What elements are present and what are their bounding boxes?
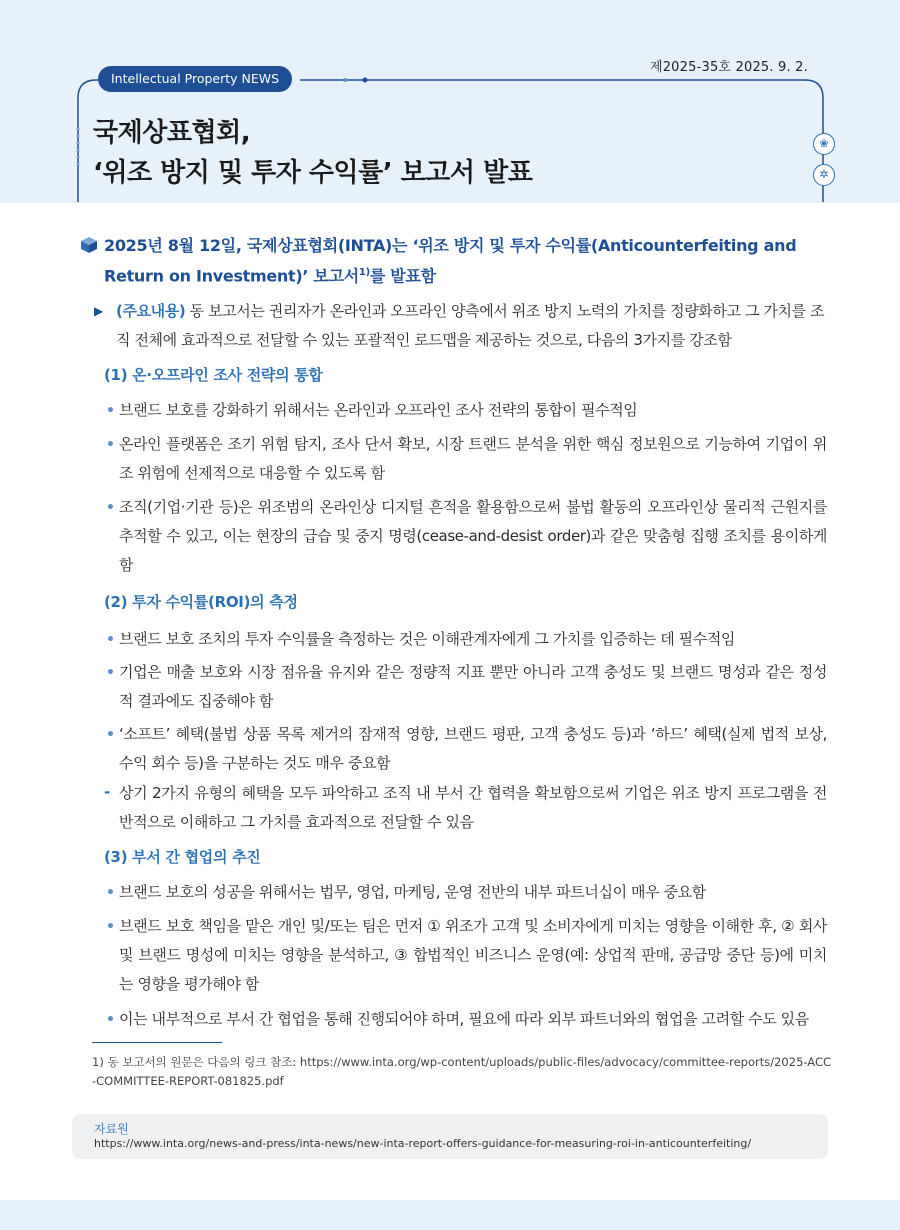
footer-band: [0, 1200, 900, 1230]
section-3-bullet-2: 브랜드 보호 책임을 맡은 개인 및/또는 팀은 먼저 ① 위조가 고객 및 소비자에게 미치는 영향을 이해한 후, ② 회사 및 브랜드 명성에 미치는 영향을 분석하고, ③ 합법적인 비즈니스 운영(예: 상업적 판매, 공급망 중단 등)에 미치는 영향을 평가해야 함: [119, 917, 827, 993]
summary-paragraph: [116, 297, 828, 355]
section-3-bullet-1: 브랜드 보호의 성공을 위해서는 법무, 영업, 마케팅, 운영 전반의 내부 파트너십이 매우 중요함: [119, 883, 706, 901]
section-3-bullet-3: 이는 내부적으로 부서 간 협업을 통해 진행되어야 하며, 필요에 따라 외부 파트너와의 협업을 고려할 수도 있음: [119, 1010, 809, 1028]
page-title: [93, 113, 532, 193]
bullet-icon: •: [106, 500, 115, 516]
triangle-bullet-icon: ▶: [94, 304, 104, 318]
issue-number-date: 제2025-35호 2025. 9. 2.: [649, 60, 808, 75]
bullet-icon: •: [106, 919, 115, 935]
section-1-bullet-2: 온라인 플랫폼은 조기 위험 탐지, 조사 단서 확보, 시장 트랜드 분석을 위한 핵심 정보원으로 기능하여 기업이 위조 위험에 선제적으로 대응할 수 있도록 함: [119, 435, 827, 482]
bullet-icon: •: [106, 1012, 115, 1028]
section-3-title: (3) 부서 간 협업의 추진: [104, 848, 261, 866]
footnote: 1) 동 보고서의 원문은 다음의 링크 참조: https://www.inta.org/wp-content/uploads/public-files/advocacy/committee-reports/2025-ACC-COMMITTEE-REPORT-081825.pdf: [92, 1055, 832, 1088]
section-2-bullet-2: 기업은 매출 보호와 시장 점유율 유지와 같은 정량적 지표 뿐만 아니라 고객 충성도 및 브랜드 명성과 같은 정성적 결과에도 집중해야 함: [119, 663, 827, 710]
footnote-divider: [92, 1042, 222, 1043]
bullet-icon: •: [106, 403, 115, 419]
headline: [104, 232, 834, 289]
title-line-1: 국제상표협회,: [93, 118, 251, 148]
section-1-bullet-1: 브랜드 보호를 강화하기 위해서는 온라인과 오프라인 조사 전략의 통합이 필수적임: [119, 401, 638, 419]
bullet-icon: •: [106, 727, 115, 743]
title-line-2: ‘위조 방지 및 투자 수익률’ 보고서 발표: [93, 158, 533, 188]
bullet-icon: •: [106, 632, 115, 648]
source-label: 자료원: [94, 1122, 129, 1136]
section-1-title: (1) 온·오프라인 조사 전략의 통합: [104, 366, 323, 384]
source-url[interactable]: https://www.inta.org/news-and-press/inta-news/new-inta-report-offers-guidance-for-measuring-roi-in-anticounterfeiting/: [94, 1137, 752, 1150]
bullet-icon: •: [106, 665, 115, 681]
section-2-dash-item: 상기 2가지 유형의 혜택을 모두 파악하고 조직 내 부서 간 협력을 확보함으로써 기업은 위조 방지 프로그램을 전반적으로 이해하고 그 가치를 효과적으로 전달할 수 있음: [119, 784, 827, 831]
newsletter-badge: Intellectual Property NEWS: [98, 66, 292, 92]
summary-text: 동 보고서는 권리자가 온라인과 오프라인 양측에서 위조 방지 노력의 가치를 정량화하고 그 가치를 조직 전체에 효과적으로 전달할 수 있는 포괄적인 로드맵을 제공하는 것으로, 다음의 3가지를 강조함: [116, 302, 825, 349]
headline-tail: 를 발표함: [369, 266, 436, 286]
network-icon: ✲: [813, 164, 835, 186]
footnote-ref: 1): [358, 267, 370, 278]
bullet-icon: •: [106, 885, 115, 901]
section-1-bullet-3: 조직(기업·기관 등)은 위조범의 온라인상 디지털 흔적을 활용함으로써 불법 활동의 오프라인상 물리적 근원지를 추적할 수 있고, 이는 현장의 급습 및 중지 명령(cease-and-desist order)과 같은 맞춤형 집행 조치를 용이하게 함: [119, 498, 827, 574]
cube-icon: [80, 236, 98, 254]
bullet-icon: •: [106, 437, 115, 453]
headline-text: 2025년 8월 12일, 국제상표협회(INTA)는 ‘위조 방지 및 투자 수익률(Anticounterfeiting and Return on Investment)’ 보고서: [104, 236, 797, 286]
dash-marker: -: [104, 783, 111, 801]
summary-label: (주요내용): [116, 302, 186, 320]
section-2-bullet-1: 브랜드 보호 조치의 투자 수익률을 측정하는 것은 이해관계자에게 그 가치를 입증하는 데 필수적임: [119, 630, 736, 648]
section-2-title: (2) 투자 수익률(ROI)의 측정: [104, 593, 298, 611]
section-2-bullet-3: ‘소프트’ 혜택(불법 상품 목록 제거의 잠재적 영향, 브랜드 평판, 고객 충성도 등)과 ‘하드’ 혜택(실제 법적 보상, 수익 회수 등)을 구분하는 것도 매우 중요함: [119, 725, 827, 772]
flower-icon: ❀: [813, 133, 835, 155]
